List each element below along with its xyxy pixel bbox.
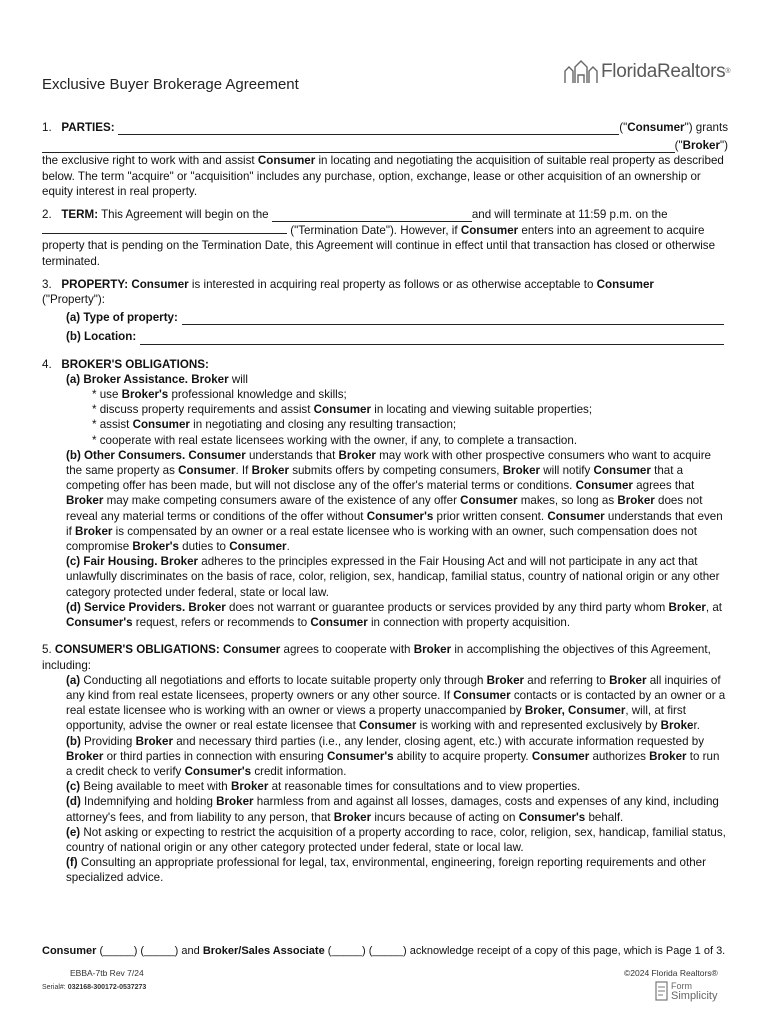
list-item xyxy=(42,734,728,780)
text: enters into an agreement to acquire property that is pending on the Termination Date, this Agreement will continue in effect until that transaction has closed or otherwise terminated. xyxy=(42,224,716,268)
emphasis-text: Broker xyxy=(230,780,269,794)
text: Not asking or expecting to restrict the acquisition of a property according to race, color, religion, sex, handicap, familial status, country of national origin or any other category protected under federal, state or local law. xyxy=(66,825,726,854)
text: r. xyxy=(693,719,700,733)
emphasis-text: Consumer xyxy=(229,540,287,554)
form-simplicity-logo xyxy=(655,981,717,1001)
emphasis-text: Broker xyxy=(609,673,647,687)
emphasis-text: Consumer's xyxy=(366,509,434,523)
text: . If xyxy=(235,464,252,478)
emphasis-text: Broker/Sales Associate xyxy=(202,945,325,957)
serial-value: 032168-300172-0537273 xyxy=(67,984,147,991)
list-item xyxy=(42,417,728,432)
text: professional knowledge and skills; xyxy=(168,388,347,402)
list-item xyxy=(42,794,728,824)
list-item xyxy=(42,387,728,402)
quote-open: (" xyxy=(619,121,628,134)
consumer-name-field[interactable] xyxy=(118,123,619,135)
property-type-label: (a) Type of property: xyxy=(66,311,178,325)
text: credit information. xyxy=(251,764,347,778)
emphasis-text: Broker xyxy=(333,810,372,824)
broker-assistance-label: (a) Broker Assistance. Broker xyxy=(66,372,229,386)
section-consumer-obligations xyxy=(42,642,728,885)
text: behalf. xyxy=(585,810,624,824)
text: agrees to cooperate with xyxy=(280,643,414,657)
emphasis-text: Consumer xyxy=(359,719,417,733)
termination-date-field[interactable] xyxy=(42,222,287,234)
other-consumers-paragraph xyxy=(42,448,728,554)
emphasis-text: (e) xyxy=(66,825,81,839)
emphasis-text: Consumer's xyxy=(66,616,133,630)
broker-term: Broker xyxy=(682,139,721,153)
text: agrees that xyxy=(632,479,695,493)
form-id: EBBA-7tb Rev 7/24 xyxy=(70,968,144,978)
text: is working with and represented exclusively by xyxy=(416,719,661,733)
emphasis-text: Consumer xyxy=(313,403,372,417)
emphasis-text: Broker xyxy=(135,734,173,748)
text: Conducting all negotiations and efforts to locate suitable property only through xyxy=(80,673,487,687)
simplicity-word: Simplicity xyxy=(671,990,718,1002)
emphasis-text: Broker xyxy=(668,600,706,614)
property-location-row xyxy=(42,329,728,344)
text: This Agreement will begin on the xyxy=(98,208,272,222)
text: makes, so long as xyxy=(517,494,618,508)
text: duties to xyxy=(178,540,230,554)
text: authorizes xyxy=(589,749,650,763)
term-text xyxy=(42,222,728,269)
broker-name-field[interactable] xyxy=(42,141,675,153)
emphasis-text: Consumer's xyxy=(518,810,586,824)
text: and will terminate at 11:59 p.m. on the xyxy=(471,208,668,222)
section-label: BROKER'S OBLIGATIONS: xyxy=(61,357,209,371)
text: Indemnifying and holding xyxy=(80,795,217,809)
text: harmless from and against all losses, damages, costs and expenses of any kind, including attorney's fees, and from liability to any person, that xyxy=(66,795,719,824)
emphasis-text: (c) xyxy=(66,780,81,794)
emphasis-text: (d) Service Providers. Broker xyxy=(66,600,226,614)
text: (_____) (_____) acknowledge receipt of a copy of this page, which is Page 1 of 3. xyxy=(324,945,726,957)
emphasis-text: (c) Fair Housing. Broker xyxy=(66,555,199,569)
text: in accomplishing the objectives of this Agreement, including: xyxy=(42,643,711,672)
quote-close: ") xyxy=(720,139,728,153)
emphasis-text: Broker xyxy=(251,464,289,478)
text: and referring to xyxy=(524,673,610,687)
text: contacts or is contacted by an owner or a real estate licensee who is working with an owner or views a property unaccompanied by xyxy=(66,688,726,718)
text: incurs because of acting on xyxy=(371,810,519,824)
emphasis-text: (d) xyxy=(66,795,81,809)
text: in connection with property acquisition. xyxy=(367,616,571,630)
emphasis-text: Consumer xyxy=(547,509,605,523)
emphasis-text: Consumer's xyxy=(184,764,252,778)
text: request, refers or recommends to xyxy=(132,616,311,630)
emphasis-text: Consumer's xyxy=(327,749,394,763)
consumer-term: Consumer xyxy=(596,277,654,291)
text: or third parties in connection with ensuring xyxy=(103,749,327,763)
text: that a competing offer has been made, but will not disclose any of the offer's material terms or conditions. xyxy=(66,464,684,493)
page-acknowledgement xyxy=(42,944,728,958)
emphasis-text: Consumer xyxy=(178,464,236,478)
text: is compensated by an owner or a real estate licensee who is working with an owner, such compensation does not compromise xyxy=(66,524,697,554)
text: in locating and viewing suitable properties; xyxy=(371,403,593,417)
property-location-field[interactable] xyxy=(140,333,724,345)
section-number: 4. xyxy=(42,357,52,371)
emphasis-text: Consumer xyxy=(575,479,633,493)
text: may make competing consumers aware of the existence of any offer xyxy=(103,494,461,508)
emphasis-text: Broker xyxy=(66,494,104,508)
text: the exclusive right to work with and assist xyxy=(42,154,258,168)
text: Being available to meet with xyxy=(80,780,231,794)
text: * use xyxy=(92,388,122,402)
text: , will, at first opportunity, advise the owner or real estate licensee that xyxy=(66,704,686,733)
broker-assistance-list xyxy=(42,387,728,448)
property-location-label: (b) Location: xyxy=(66,330,137,344)
list-item xyxy=(42,402,728,417)
section-broker-obligations xyxy=(42,357,728,631)
emphasis-text: Broker xyxy=(486,673,525,687)
emphasis-text: Broker's xyxy=(132,540,179,554)
florida-realtors-logo xyxy=(563,58,731,86)
text: prior written consent. xyxy=(433,509,548,523)
emphasis-text: Broker's xyxy=(121,388,169,402)
property-label: ("Property"): xyxy=(42,293,105,307)
emphasis-text: Broker, Consumer xyxy=(524,704,626,718)
text: submits offers by competing consumers, xyxy=(288,464,503,478)
text: will notify xyxy=(540,464,594,478)
text: will xyxy=(228,372,248,386)
text: and necessary third parties (i.e., any lender, closing agent, etc.) with accurate information requested by xyxy=(172,734,704,748)
text: understands that xyxy=(245,448,339,462)
text: does not reveal any material terms or conditions of the offer without xyxy=(66,494,703,523)
begin-date-field[interactable] xyxy=(272,210,472,222)
list-item xyxy=(42,673,728,734)
emphasis-text: Consumer xyxy=(132,418,190,432)
section-number: 2. xyxy=(42,208,52,222)
emphasis-text: Broker xyxy=(617,494,655,508)
emphasis-text: Broker xyxy=(413,643,452,657)
emphasis-text: Broker xyxy=(216,795,254,809)
text: * assist xyxy=(92,418,133,432)
text: , at xyxy=(705,600,723,614)
property-type-field[interactable] xyxy=(182,313,724,325)
text: in locating and negotiating the acquisition of suitable real property as described below. The term "acquire" or "acquisition" includes any purchase, option, exchange, lease or other acquisition of an ownership or equity interest in real property. xyxy=(42,154,724,198)
text: * cooperate with real estate licensees working with the owner, if any, to complete a transaction. xyxy=(92,433,578,447)
fair-housing-paragraph xyxy=(42,554,728,600)
text: . xyxy=(286,540,290,554)
emphasis-text: (b) xyxy=(66,734,81,748)
consumer-term: Consumer xyxy=(460,224,519,238)
emphasis-text: Broker xyxy=(66,749,104,763)
realtors-houses-icon xyxy=(563,59,599,85)
document-title: Exclusive Buyer Brokerage Agreement xyxy=(42,76,299,93)
logo-registered: ® xyxy=(725,68,731,76)
emphasis-text: Consumer xyxy=(42,945,97,957)
parties-text xyxy=(42,153,728,199)
consumer-term: Consumer xyxy=(257,154,316,168)
section-label: TERM: xyxy=(61,208,99,222)
serial-number xyxy=(42,980,146,995)
section-term xyxy=(42,207,728,269)
text: in negotiating and closing any resulting transaction; xyxy=(189,418,457,432)
text: adheres to the principles expressed in the Fair Housing Act and will not participate in any act that unlawfully discriminates on the basis of race, color, religion, sex, handicap, familial status, country of national origin or any other category protected under federal, state or local law. xyxy=(66,555,720,599)
emphasis-text: Broke xyxy=(660,719,694,733)
document-icon xyxy=(655,981,668,1001)
section-property xyxy=(42,277,728,345)
emphasis-text: Broker xyxy=(75,524,113,538)
list-item xyxy=(42,433,728,448)
text: Consulting an appropriate professional for legal, tax, environmental, engineering, foreign reporting requirements and other specialized advice. xyxy=(66,856,706,885)
emphasis-text: Broker xyxy=(338,448,376,462)
section-parties xyxy=(42,120,728,199)
text: at reasonable times for consultations and to view properties. xyxy=(268,780,581,794)
section-label: PARTIES: xyxy=(61,121,115,134)
text: all inquiries of any kind from real estate licensees, property owners or any other source. If xyxy=(66,673,721,702)
section-number: 3. xyxy=(42,277,52,291)
consumer-obligations-intro xyxy=(42,642,728,672)
service-providers-paragraph xyxy=(42,600,728,630)
text: may work with other prospective consumers who want to acquire the same property as xyxy=(66,448,711,478)
agreement-body xyxy=(42,120,728,894)
emphasis-text: Consumer xyxy=(593,464,651,478)
consumer-obligations-list xyxy=(42,673,728,886)
quote-open: (" xyxy=(674,139,683,153)
list-item xyxy=(42,855,728,885)
text: Providing xyxy=(80,734,136,748)
emphasis-text: Broker xyxy=(649,749,687,763)
emphasis-text: Consumer xyxy=(531,749,590,763)
text: ("Termination Date"). However, if xyxy=(287,224,461,238)
logo-wordmark: FloridaRealtors xyxy=(601,61,726,83)
emphasis-text: (b) Other Consumers. Consumer xyxy=(66,448,246,462)
emphasis-text: (a) xyxy=(66,673,81,687)
emphasis-text: CONSUMER'S OBLIGATIONS: Consumer xyxy=(54,643,281,657)
text: does not warrant or guarantee products or services provided by any third party whom xyxy=(225,600,669,614)
copyright: ©2024 Florida Realtors® xyxy=(624,968,718,978)
text: to run a credit check to verify xyxy=(66,749,720,778)
consumer-term: Consumer xyxy=(627,121,685,134)
emphasis-text: Consumer xyxy=(460,494,518,508)
section-number: 1. xyxy=(42,121,52,134)
emphasis-text: Consumer xyxy=(310,616,368,630)
emphasis-text: Consumer xyxy=(453,688,511,702)
text: ability to acquire property. xyxy=(393,749,532,763)
section-label: PROPERTY: Consumer xyxy=(61,277,189,291)
text: (_____) (_____) and xyxy=(96,945,203,957)
serial-label: Serial#: xyxy=(42,984,66,991)
form-word: Form xyxy=(671,981,692,991)
list-item xyxy=(42,779,728,794)
text: 5. xyxy=(42,643,55,657)
emphasis-text: Broker xyxy=(502,464,541,478)
text: * discuss property requirements and assist xyxy=(92,403,314,417)
text: understands that even if xyxy=(66,509,723,538)
property-type-row xyxy=(42,310,728,325)
text: is interested in acquiring real property as follows or as otherwise acceptable to xyxy=(188,277,597,291)
grants-text: ") grants xyxy=(684,121,728,134)
emphasis-text: (f) xyxy=(66,856,78,870)
list-item xyxy=(42,825,728,855)
